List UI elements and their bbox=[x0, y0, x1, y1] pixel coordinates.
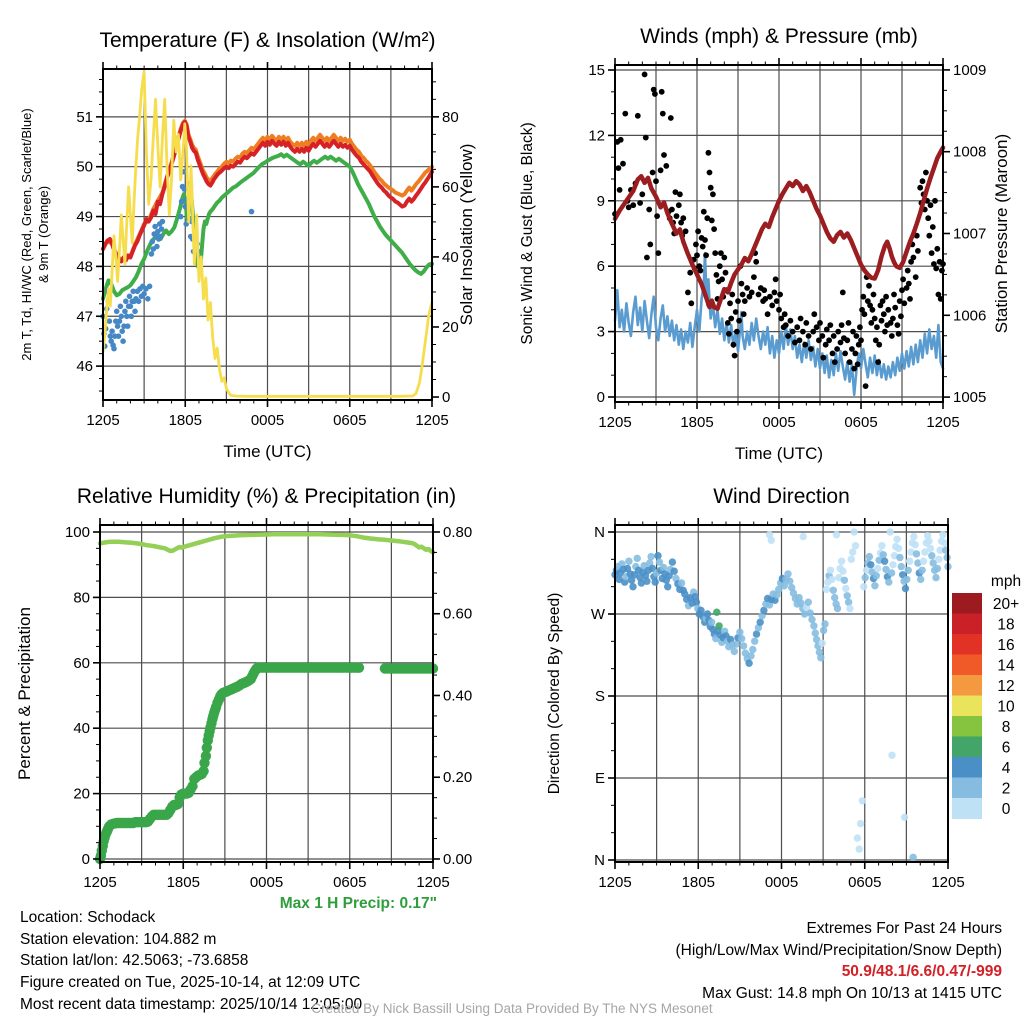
x-tick-label: 1205 bbox=[83, 874, 117, 891]
y-tick-label: 46 bbox=[76, 358, 93, 376]
x-tick-label: 1805 bbox=[680, 414, 714, 431]
extremes-info bbox=[676, 918, 1003, 1004]
y-tick-label: 49 bbox=[76, 208, 93, 226]
y-tick-label: 80 bbox=[73, 589, 90, 607]
extremes-subtitle: (High/Low/Max Wind/Precipitation/Snow Depth) bbox=[675, 941, 1002, 959]
y-axis-label-right: Solar Insolation (Yellow) bbox=[457, 143, 476, 326]
y-axis-label: Direction (Colored By Speed) bbox=[546, 592, 563, 795]
y-tick-label: W bbox=[590, 606, 605, 624]
y-axis-label-right: Station Pressure (Maroon) bbox=[992, 133, 1011, 334]
colorbar-label: 6 bbox=[1001, 739, 1011, 757]
x-tick-label: 1805 bbox=[681, 874, 715, 891]
y-tick-label: 60 bbox=[73, 654, 90, 672]
colorbar-label: 4 bbox=[1001, 759, 1011, 777]
y-tick-label: 0.40 bbox=[443, 687, 473, 705]
colorbar-cell bbox=[952, 757, 982, 778]
x-tick-label: 1205 bbox=[598, 414, 632, 431]
colorbar-label: 10 bbox=[997, 698, 1015, 716]
colorbar-cell bbox=[952, 675, 982, 696]
colorbar-label: 20+ bbox=[992, 595, 1020, 613]
y-tick-label: 48 bbox=[76, 258, 93, 276]
y-axis-label: Percent & Precipitation bbox=[15, 607, 34, 780]
y-tick-label: N bbox=[594, 524, 605, 542]
colorbar-label: 16 bbox=[997, 636, 1015, 654]
y-tick-label: 50 bbox=[76, 158, 93, 176]
colorbar-label: 12 bbox=[997, 677, 1015, 695]
x-tick-label: 0005 bbox=[762, 414, 796, 431]
y-tick-label: 0 bbox=[81, 850, 90, 868]
max-gust: Max Gust: 14.8 mph On 10/13 at 1415 UTC bbox=[702, 984, 1002, 1002]
colorbar-cell bbox=[952, 614, 982, 635]
station-info bbox=[20, 907, 362, 1016]
x-tick-label: 1805 bbox=[168, 412, 202, 429]
y-tick-label: 0.00 bbox=[443, 850, 473, 868]
x-axis-label: Time (UTC) bbox=[734, 444, 824, 463]
x-tick-label: 0005 bbox=[249, 874, 284, 891]
colorbar-cell bbox=[952, 655, 982, 676]
y-tick-label: 1007 bbox=[953, 225, 987, 243]
x-tick-label: 0005 bbox=[250, 412, 285, 429]
y-tick-label: 47 bbox=[76, 308, 93, 326]
credit-line: Created By Nick Bassill Using Data Provided By The NYS Mesonet bbox=[311, 1001, 713, 1016]
data-timestamp: Most recent data timestamp: 2025/10/14 12:05:00 bbox=[20, 995, 363, 1013]
y-tick-label: 40 bbox=[73, 720, 90, 738]
y-tick-label: 0 bbox=[442, 389, 451, 407]
colorbar-label: 8 bbox=[1001, 718, 1011, 736]
y-tick-label: E bbox=[594, 770, 605, 788]
chart-title: Wind Direction bbox=[713, 485, 850, 508]
colorbar-cell bbox=[952, 634, 982, 655]
chart-wind-direction bbox=[546, 485, 965, 891]
x-tick-label: 0605 bbox=[844, 414, 878, 431]
colorbar-cell bbox=[952, 716, 982, 737]
station-elevation: Station elevation: 104.882 m bbox=[20, 930, 217, 948]
y-tick-label: 1006 bbox=[953, 307, 987, 325]
colorbar-label: 2 bbox=[1001, 780, 1011, 798]
x-tick-label: 1205 bbox=[931, 874, 965, 891]
x-tick-label: 1205 bbox=[86, 412, 120, 429]
y-tick-label: 3 bbox=[596, 323, 605, 341]
y-tick-label: 1008 bbox=[953, 143, 987, 161]
colorbar-cell bbox=[952, 696, 982, 717]
chart-temperature-insolation bbox=[19, 29, 476, 461]
y-axis-label: & 9m T (Orange) bbox=[36, 185, 51, 284]
chart-winds-pressure bbox=[519, 25, 1011, 463]
y-axis-label: 2m T, Td, HI/WC (Red, Green, Scarlet/Blue) bbox=[19, 108, 34, 361]
y-tick-label: 1005 bbox=[953, 389, 987, 407]
station-location: Location: Schodack bbox=[20, 909, 156, 926]
x-tick-label: 1205 bbox=[926, 414, 960, 431]
colorbar-cell bbox=[952, 798, 982, 819]
x-tick-label: 1805 bbox=[166, 874, 200, 891]
y-tick-label: 100 bbox=[64, 523, 90, 541]
colorbar-title: mph bbox=[990, 573, 1022, 590]
x-tick-label: 0605 bbox=[333, 874, 367, 891]
y-tick-label: 0 bbox=[596, 388, 605, 406]
figure-created: Figure created on Tue, 2025-10-14, at 12:09 UTC bbox=[20, 974, 361, 992]
x-tick-label: 0005 bbox=[764, 874, 799, 891]
x-axis-label: Time (UTC) bbox=[223, 442, 312, 461]
chart-title: Temperature (F) & Insolation (W/m²) bbox=[99, 29, 436, 52]
colorbar-label: 14 bbox=[997, 657, 1015, 675]
extremes-title: Extremes For Past 24 Hours bbox=[806, 920, 1002, 937]
y-tick-label: 0.60 bbox=[443, 605, 473, 623]
y-tick-label: 9 bbox=[596, 192, 605, 210]
y-tick-label: 20 bbox=[442, 318, 459, 336]
y-axis-label: Sonic Wind & Gust (Blue, Black) bbox=[519, 122, 536, 345]
y-tick-label: N bbox=[594, 851, 605, 869]
colorbar-cell bbox=[952, 593, 982, 614]
x-tick-label: 0605 bbox=[333, 412, 367, 429]
x-tick-label: 1205 bbox=[598, 874, 632, 891]
y-tick-label: 1009 bbox=[953, 61, 987, 79]
x-tick-label: 1205 bbox=[416, 874, 450, 891]
x-tick-label: 0605 bbox=[848, 874, 882, 891]
chart-title: Winds (mph) & Pressure (mb) bbox=[640, 25, 918, 48]
y-tick-label: S bbox=[594, 688, 605, 706]
chart-humidity-precip bbox=[15, 485, 472, 891]
colorbar-cell bbox=[952, 778, 982, 799]
y-tick-label: 0.20 bbox=[443, 769, 473, 787]
y-tick-label: 12 bbox=[588, 127, 605, 145]
y-tick-label: 80 bbox=[442, 108, 459, 126]
colorbar-label: 0 bbox=[1001, 800, 1011, 818]
max-precip-label: Max 1 H Precip: 0.17" bbox=[279, 895, 437, 912]
y-tick-label: 51 bbox=[76, 108, 93, 126]
station-latlon: Station lat/lon: 42.5063; -73.6858 bbox=[20, 952, 249, 970]
chart-title: Relative Humidity (%) & Precipitation (in) bbox=[76, 485, 457, 508]
y-tick-label: 0.80 bbox=[443, 523, 473, 541]
y-tick-label: 20 bbox=[73, 785, 90, 803]
wind-speed-colorbar bbox=[952, 573, 1021, 819]
y-tick-label: 15 bbox=[588, 62, 605, 80]
y-tick-label: 60 bbox=[442, 178, 459, 196]
y-tick-label: 40 bbox=[442, 248, 459, 266]
x-tick-label: 1205 bbox=[415, 412, 449, 429]
extremes-values: 50.9/48.1/6.6/0.47/-999 bbox=[841, 963, 1002, 980]
colorbar-label: 18 bbox=[997, 616, 1015, 634]
y-tick-label: 6 bbox=[596, 258, 605, 276]
colorbar-cell bbox=[952, 737, 982, 758]
